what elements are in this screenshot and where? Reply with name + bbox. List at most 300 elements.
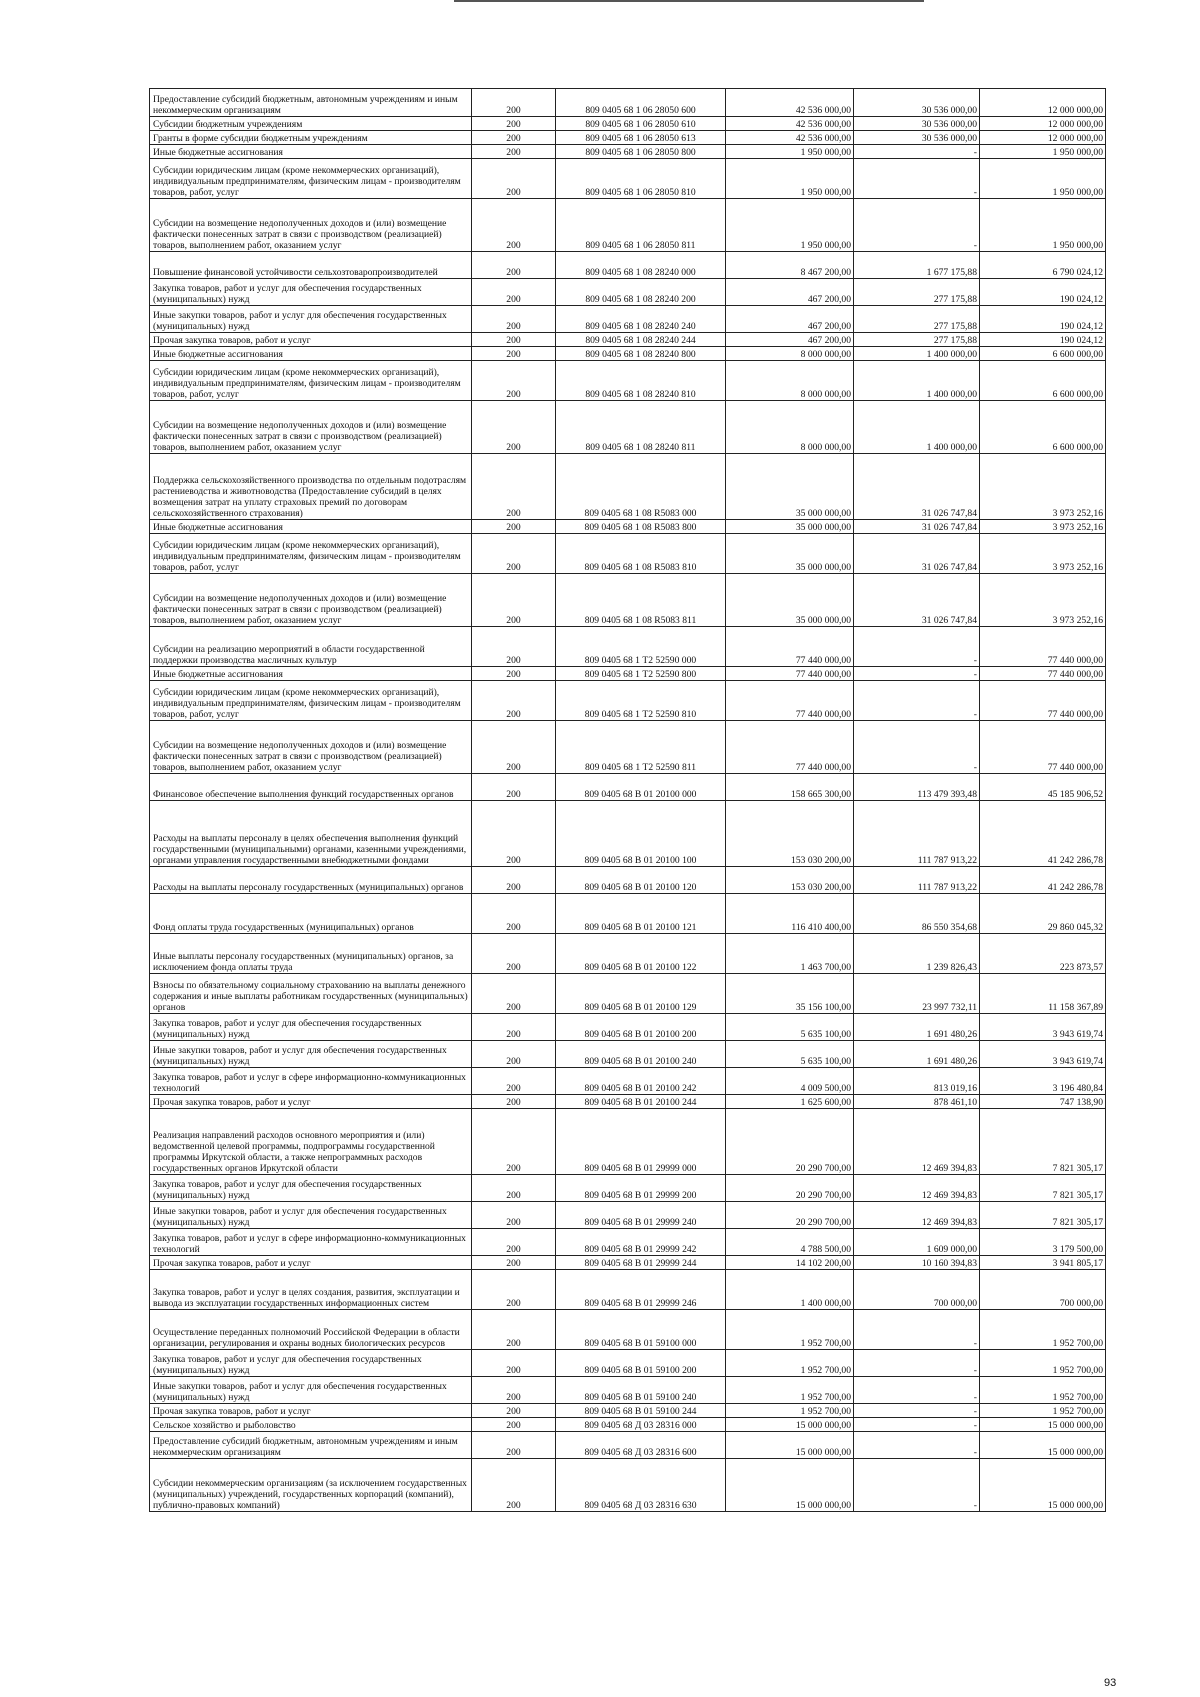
row-approved-cell: 8 000 000,00 <box>726 361 854 401</box>
row-name-cell: Закупка товаров, работ и услуг в сфере информационно-коммуникационных технологий <box>150 1229 472 1256</box>
row-executed-cell: 12 469 394,83 <box>854 1109 980 1175</box>
row-kbk-cell: 809 0405 68 В 01 59100 244 <box>556 1404 726 1418</box>
row-kbk-cell: 809 0405 68 В 01 29999 242 <box>556 1229 726 1256</box>
row-kbk-cell: 809 0405 68 1 Т2 52590 811 <box>556 721 726 774</box>
row-kbk-cell: 809 0405 68 В 01 29999 240 <box>556 1202 726 1229</box>
budget-execution-table <box>149 88 1106 1512</box>
table-row <box>150 974 1106 1014</box>
row-approved-cell: 35 000 000,00 <box>726 454 854 520</box>
row-executed-cell: - <box>854 1432 980 1459</box>
row-kbk-cell: 809 0405 68 1 Т2 52590 800 <box>556 667 726 681</box>
row-executed-cell: 23 997 732,11 <box>854 974 980 1014</box>
row-approved-cell: 15 000 000,00 <box>726 1459 854 1512</box>
row-kbk-cell: 809 0405 68 В 01 59100 000 <box>556 1310 726 1350</box>
row-name-cell: Повышение финансовой устойчивости сельхозтоваропроизводителей <box>150 252 472 279</box>
row-name-cell: Расходы на выплаты персоналу в целях обеспечения выполнения функций государственными (муниципальными) органами, казенными учреждениями, органами управления государственными внебюджетными фондами <box>150 801 472 867</box>
row-kbk-cell: 809 0405 68 В 01 20100 240 <box>556 1041 726 1068</box>
row-executed-cell: 277 175,88 <box>854 279 980 306</box>
row-code-cell: 200 <box>472 627 556 667</box>
row-kbk-cell: 809 0405 68 1 08 R5083 000 <box>556 454 726 520</box>
row-unexecuted-cell: 700 000,00 <box>980 1270 1106 1310</box>
row-unexecuted-cell: 7 821 305,17 <box>980 1175 1106 1202</box>
row-executed-cell: - <box>854 1404 980 1418</box>
row-kbk-cell: 809 0405 68 1 06 28050 613 <box>556 131 726 145</box>
row-executed-cell: - <box>854 1350 980 1377</box>
row-kbk-cell: 809 0405 68 1 08 R5083 810 <box>556 534 726 574</box>
row-approved-cell: 42 536 000,00 <box>726 89 854 117</box>
row-kbk-cell: 809 0405 68 В 01 20100 121 <box>556 894 726 934</box>
row-name-cell: Прочая закупка товаров, работ и услуг <box>150 1095 472 1109</box>
row-name-cell: Субсидии на возмещение недополученных доходов и (или) возмещение фактически понесенных затрат в связи с производством (реализацией) товаров, выполнением работ, оказанием услуг <box>150 574 472 627</box>
row-name-cell: Субсидии некоммерческим организациям (за исключением государственных (муниципальных) учреждений, государственных корпораций (компаний), публично-правовых компаний) <box>150 1459 472 1512</box>
row-kbk-cell: 809 0405 68 В 01 20100 100 <box>556 801 726 867</box>
table-row <box>150 1229 1106 1256</box>
table-row <box>150 721 1106 774</box>
row-code-cell: 200 <box>472 361 556 401</box>
row-approved-cell: 1 950 000,00 <box>726 199 854 252</box>
row-kbk-cell: 809 0405 68 1 08 28240 811 <box>556 401 726 454</box>
row-kbk-cell: 809 0405 68 1 Т2 52590 810 <box>556 681 726 721</box>
row-code-cell: 200 <box>472 1270 556 1310</box>
row-name-cell: Субсидии юридическим лицам (кроме некоммерческих организаций), индивидуальным предпринимателям, физическим лицам - производителям товаров, работ, услуг <box>150 159 472 199</box>
row-name-cell: Поддержка сельскохозяйственного производства по отдельным подотраслям растениеводства и животноводства (Предоставление субсидий в целях возмещения затрат на уплату страховых премий по договорам сельскохозяйственного страхования) <box>150 454 472 520</box>
table-row <box>150 1432 1106 1459</box>
row-executed-cell: - <box>854 681 980 721</box>
top-rule <box>454 0 924 2</box>
row-unexecuted-cell: 77 440 000,00 <box>980 667 1106 681</box>
row-executed-cell: - <box>854 627 980 667</box>
row-name-cell: Прочая закупка товаров, работ и услуг <box>150 1404 472 1418</box>
row-approved-cell: 35 000 000,00 <box>726 520 854 534</box>
row-approved-cell: 20 290 700,00 <box>726 1175 854 1202</box>
row-name-cell: Закупка товаров, работ и услуг в целях создания, развития, эксплуатации и вывода из эксплуатации государственных информационных систем <box>150 1270 472 1310</box>
row-unexecuted-cell: 3 179 500,00 <box>980 1229 1106 1256</box>
row-kbk-cell: 809 0405 68 1 08 28240 244 <box>556 333 726 347</box>
row-name-cell: Закупка товаров, работ и услуг для обеспечения государственных (муниципальных) нужд <box>150 1175 472 1202</box>
row-approved-cell: 77 440 000,00 <box>726 721 854 774</box>
row-approved-cell: 467 200,00 <box>726 279 854 306</box>
table-row <box>150 934 1106 974</box>
row-kbk-cell: 809 0405 68 1 08 28240 800 <box>556 347 726 361</box>
table-row <box>150 1459 1106 1512</box>
row-approved-cell: 1 952 700,00 <box>726 1404 854 1418</box>
row-executed-cell: 31 026 747,84 <box>854 574 980 627</box>
row-name-cell: Фонд оплаты труда государственных (муниципальных) органов <box>150 894 472 934</box>
table-row <box>150 401 1106 454</box>
row-executed-cell: - <box>854 199 980 252</box>
row-executed-cell: 111 787 913,22 <box>854 801 980 867</box>
table-row <box>150 1270 1106 1310</box>
row-unexecuted-cell: 12 000 000,00 <box>980 117 1106 131</box>
row-unexecuted-cell: 77 440 000,00 <box>980 627 1106 667</box>
row-unexecuted-cell: 41 242 286,78 <box>980 801 1106 867</box>
row-name-cell: Прочая закупка товаров, работ и услуг <box>150 1256 472 1270</box>
table-row <box>150 1404 1106 1418</box>
row-name-cell: Субсидии юридическим лицам (кроме некоммерческих организаций), индивидуальным предпринимателям, физическим лицам - производителям товаров, работ, услуг <box>150 534 472 574</box>
row-code-cell: 200 <box>472 306 556 333</box>
row-code-cell: 200 <box>472 1175 556 1202</box>
table-row <box>150 1418 1106 1432</box>
row-approved-cell: 1 400 000,00 <box>726 1270 854 1310</box>
row-name-cell: Субсидии на реализацию мероприятий в области государственной поддержки производства масличных культур <box>150 627 472 667</box>
row-kbk-cell: 809 0405 68 В 01 29999 200 <box>556 1175 726 1202</box>
row-kbk-cell: 809 0405 68 1 06 28050 810 <box>556 159 726 199</box>
row-approved-cell: 5 635 100,00 <box>726 1041 854 1068</box>
row-executed-cell: - <box>854 1418 980 1432</box>
row-kbk-cell: 809 0405 68 В 01 20100 120 <box>556 867 726 894</box>
row-name-cell: Иные выплаты персоналу государственных (муниципальных) органов, за исключением фонда оплаты труда <box>150 934 472 974</box>
row-approved-cell: 8 000 000,00 <box>726 347 854 361</box>
row-kbk-cell: 809 0405 68 1 08 28240 810 <box>556 361 726 401</box>
row-kbk-cell: 809 0405 68 В 01 20100 244 <box>556 1095 726 1109</box>
row-executed-cell: 1 691 480,26 <box>854 1041 980 1068</box>
row-unexecuted-cell: 1 950 000,00 <box>980 159 1106 199</box>
table-row <box>150 1175 1106 1202</box>
page-number: 93 <box>1104 1677 1117 1689</box>
row-unexecuted-cell: 3 973 252,16 <box>980 454 1106 520</box>
row-unexecuted-cell: 15 000 000,00 <box>980 1459 1106 1512</box>
row-approved-cell: 35 156 100,00 <box>726 974 854 1014</box>
row-unexecuted-cell: 3 196 480,84 <box>980 1068 1106 1095</box>
row-name-cell: Гранты в форме субсидии бюджетным учреждениям <box>150 131 472 145</box>
row-code-cell: 200 <box>472 1202 556 1229</box>
row-approved-cell: 467 200,00 <box>726 306 854 333</box>
row-name-cell: Иные закупки товаров, работ и услуг для обеспечения государственных (муниципальных) нужд <box>150 1377 472 1404</box>
row-approved-cell: 158 665 300,00 <box>726 774 854 801</box>
row-code-cell: 200 <box>472 89 556 117</box>
table-row <box>150 1068 1106 1095</box>
table-row <box>150 627 1106 667</box>
row-name-cell: Иные бюджетные ассигнования <box>150 667 472 681</box>
row-unexecuted-cell: 3 943 619,74 <box>980 1041 1106 1068</box>
table-row <box>150 1350 1106 1377</box>
row-name-cell: Субсидии на возмещение недополученных доходов и (или) возмещение фактически понесенных затрат в связи с производством (реализацией) товаров, выполнением работ, оказанием услуг <box>150 401 472 454</box>
row-code-cell: 200 <box>472 1014 556 1041</box>
row-name-cell: Взносы по обязательному социальному страхованию на выплаты денежного содержания и иные выплаты работникам государственных (муниципальных) органов <box>150 974 472 1014</box>
table-row <box>150 145 1106 159</box>
table-row <box>150 867 1106 894</box>
table-row <box>150 667 1106 681</box>
row-executed-cell: 30 536 000,00 <box>854 131 980 145</box>
row-approved-cell: 467 200,00 <box>726 333 854 347</box>
row-unexecuted-cell: 12 000 000,00 <box>980 131 1106 145</box>
row-kbk-cell: 809 0405 68 В 01 20100 129 <box>556 974 726 1014</box>
row-code-cell: 200 <box>472 574 556 627</box>
row-name-cell: Иные закупки товаров, работ и услуг для обеспечения государственных (муниципальных) нужд <box>150 1041 472 1068</box>
row-executed-cell: 1 239 826,43 <box>854 934 980 974</box>
row-approved-cell: 1 952 700,00 <box>726 1310 854 1350</box>
row-kbk-cell: 809 0405 68 В 01 20100 242 <box>556 1068 726 1095</box>
row-approved-cell: 1 950 000,00 <box>726 159 854 199</box>
row-approved-cell: 42 536 000,00 <box>726 117 854 131</box>
table-row <box>150 1377 1106 1404</box>
row-approved-cell: 1 463 700,00 <box>726 934 854 974</box>
row-name-cell: Иные бюджетные ассигнования <box>150 520 472 534</box>
row-unexecuted-cell: 7 821 305,17 <box>980 1109 1106 1175</box>
row-unexecuted-cell: 41 242 286,78 <box>980 867 1106 894</box>
row-executed-cell: 12 469 394,83 <box>854 1202 980 1229</box>
row-kbk-cell: 809 0405 68 1 06 28050 811 <box>556 199 726 252</box>
row-kbk-cell: 809 0405 68 1 08 28240 240 <box>556 306 726 333</box>
row-approved-cell: 1 952 700,00 <box>726 1377 854 1404</box>
row-kbk-cell: 809 0405 68 В 01 20100 122 <box>556 934 726 974</box>
row-code-cell: 200 <box>472 1256 556 1270</box>
row-unexecuted-cell: 6 600 000,00 <box>980 347 1106 361</box>
row-code-cell: 200 <box>472 801 556 867</box>
row-approved-cell: 15 000 000,00 <box>726 1432 854 1459</box>
row-code-cell: 200 <box>472 347 556 361</box>
row-kbk-cell: 809 0405 68 1 06 28050 610 <box>556 117 726 131</box>
row-approved-cell: 77 440 000,00 <box>726 681 854 721</box>
row-name-cell: Закупка товаров, работ и услуг в сфере информационно-коммуникационных технологий <box>150 1068 472 1095</box>
row-unexecuted-cell: 1 952 700,00 <box>980 1310 1106 1350</box>
row-unexecuted-cell: 7 821 305,17 <box>980 1202 1106 1229</box>
table-row <box>150 1202 1106 1229</box>
row-code-cell: 200 <box>472 681 556 721</box>
row-executed-cell: 277 175,88 <box>854 333 980 347</box>
row-name-cell: Предоставление субсидий бюджетным, автономным учреждениям и иным некоммерческим организациям <box>150 1432 472 1459</box>
row-unexecuted-cell: 3 973 252,16 <box>980 520 1106 534</box>
row-kbk-cell: 809 0405 68 В 01 59100 240 <box>556 1377 726 1404</box>
row-name-cell: Расходы на выплаты персоналу государственных (муниципальных) органов <box>150 867 472 894</box>
row-executed-cell: - <box>854 667 980 681</box>
table-row <box>150 1310 1106 1350</box>
row-code-cell: 200 <box>472 1418 556 1432</box>
row-code-cell: 200 <box>472 974 556 1014</box>
row-unexecuted-cell: 3 943 619,74 <box>980 1014 1106 1041</box>
table-row <box>150 361 1106 401</box>
row-kbk-cell: 809 0405 68 1 08 R5083 800 <box>556 520 726 534</box>
row-code-cell: 200 <box>472 774 556 801</box>
table-row <box>150 1095 1106 1109</box>
row-approved-cell: 77 440 000,00 <box>726 627 854 667</box>
table-row <box>150 574 1106 627</box>
row-unexecuted-cell: 6 790 024,12 <box>980 252 1106 279</box>
row-code-cell: 200 <box>472 534 556 574</box>
row-kbk-cell: 809 0405 68 В 01 59100 200 <box>556 1350 726 1377</box>
row-unexecuted-cell: 6 600 000,00 <box>980 401 1106 454</box>
row-executed-cell: 878 461,10 <box>854 1095 980 1109</box>
row-unexecuted-cell: 747 138,90 <box>980 1095 1106 1109</box>
row-name-cell: Иные бюджетные ассигнования <box>150 145 472 159</box>
row-name-cell: Финансовое обеспечение выполнения функций государственных органов <box>150 774 472 801</box>
table-row <box>150 520 1106 534</box>
row-code-cell: 200 <box>472 667 556 681</box>
row-code-cell: 200 <box>472 454 556 520</box>
row-executed-cell: 12 469 394,83 <box>854 1175 980 1202</box>
row-code-cell: 200 <box>472 159 556 199</box>
row-executed-cell: - <box>854 1459 980 1512</box>
row-approved-cell: 8 000 000,00 <box>726 401 854 454</box>
row-executed-cell: - <box>854 721 980 774</box>
table-row <box>150 117 1106 131</box>
row-name-cell: Иные бюджетные ассигнования <box>150 347 472 361</box>
table-row <box>150 333 1106 347</box>
row-approved-cell: 1 950 000,00 <box>726 145 854 159</box>
row-unexecuted-cell: 12 000 000,00 <box>980 89 1106 117</box>
row-executed-cell: 1 691 480,26 <box>854 1014 980 1041</box>
row-code-cell: 200 <box>472 1229 556 1256</box>
row-code-cell: 200 <box>472 1041 556 1068</box>
row-approved-cell: 77 440 000,00 <box>726 667 854 681</box>
table-row <box>150 199 1106 252</box>
table-row <box>150 1041 1106 1068</box>
table-row <box>150 801 1106 867</box>
row-executed-cell: 1 400 000,00 <box>854 361 980 401</box>
row-unexecuted-cell: 45 185 906,52 <box>980 774 1106 801</box>
row-name-cell: Субсидии бюджетным учреждениям <box>150 117 472 131</box>
table-row <box>150 1109 1106 1175</box>
row-unexecuted-cell: 3 973 252,16 <box>980 534 1106 574</box>
row-code-cell: 200 <box>472 1109 556 1175</box>
row-unexecuted-cell: 11 158 367,89 <box>980 974 1106 1014</box>
row-name-cell: Иные закупки товаров, работ и услуг для обеспечения государственных (муниципальных) нужд <box>150 1202 472 1229</box>
table-row <box>150 279 1106 306</box>
row-name-cell: Субсидии юридическим лицам (кроме некоммерческих организаций), индивидуальным предпринимателям, физическим лицам - производителям товаров, работ, услуг <box>150 681 472 721</box>
row-approved-cell: 116 410 400,00 <box>726 894 854 934</box>
row-kbk-cell: 809 0405 68 1 08 R5083 811 <box>556 574 726 627</box>
row-approved-cell: 1 625 600,00 <box>726 1095 854 1109</box>
row-executed-cell: 113 479 393,48 <box>854 774 980 801</box>
table-row <box>150 1014 1106 1041</box>
row-unexecuted-cell: 1 950 000,00 <box>980 199 1106 252</box>
row-code-cell: 200 <box>472 867 556 894</box>
table-row <box>150 159 1106 199</box>
row-name-cell: Предоставление субсидий бюджетным, автономным учреждениям и иным некоммерческим организациям <box>150 89 472 117</box>
row-executed-cell: - <box>854 1377 980 1404</box>
row-approved-cell: 1 952 700,00 <box>726 1350 854 1377</box>
row-unexecuted-cell: 3 941 805,17 <box>980 1256 1106 1270</box>
row-code-cell: 200 <box>472 894 556 934</box>
table-body <box>150 89 1106 1512</box>
row-code-cell: 200 <box>472 1068 556 1095</box>
table-row <box>150 347 1106 361</box>
row-executed-cell: 31 026 747,84 <box>854 454 980 520</box>
row-executed-cell: - <box>854 159 980 199</box>
row-approved-cell: 5 635 100,00 <box>726 1014 854 1041</box>
row-executed-cell: 10 160 394,83 <box>854 1256 980 1270</box>
row-unexecuted-cell: 77 440 000,00 <box>980 721 1106 774</box>
row-unexecuted-cell: 29 860 045,32 <box>980 894 1106 934</box>
row-name-cell: Прочая закупка товаров, работ и услуг <box>150 333 472 347</box>
row-kbk-cell: 809 0405 68 1 06 28050 600 <box>556 89 726 117</box>
row-kbk-cell: 809 0405 68 Д 03 28316 630 <box>556 1459 726 1512</box>
table-row <box>150 252 1106 279</box>
row-unexecuted-cell: 6 600 000,00 <box>980 361 1106 401</box>
row-unexecuted-cell: 1 952 700,00 <box>980 1377 1106 1404</box>
row-executed-cell: 813 019,16 <box>854 1068 980 1095</box>
row-executed-cell: 111 787 913,22 <box>854 867 980 894</box>
row-name-cell: Сельское хозяйство и рыболовство <box>150 1418 472 1432</box>
row-kbk-cell: 809 0405 68 Д 03 28316 600 <box>556 1432 726 1459</box>
row-approved-cell: 14 102 200,00 <box>726 1256 854 1270</box>
row-code-cell: 200 <box>472 145 556 159</box>
row-name-cell: Закупка товаров, работ и услуг для обеспечения государственных (муниципальных) нужд <box>150 1350 472 1377</box>
row-executed-cell: 31 026 747,84 <box>854 520 980 534</box>
row-code-cell: 200 <box>472 1377 556 1404</box>
table-row <box>150 774 1106 801</box>
row-executed-cell: 1 400 000,00 <box>854 347 980 361</box>
row-kbk-cell: 809 0405 68 1 08 28240 000 <box>556 252 726 279</box>
row-executed-cell: 1 609 000,00 <box>854 1229 980 1256</box>
row-kbk-cell: 809 0405 68 Д 03 28316 000 <box>556 1418 726 1432</box>
table-row <box>150 681 1106 721</box>
row-name-cell: Осуществление переданных полномочий Российской Федерации в области организации, регулирования и охраны водных биологических ресурсов <box>150 1310 472 1350</box>
row-code-cell: 200 <box>472 721 556 774</box>
row-unexecuted-cell: 1 952 700,00 <box>980 1350 1106 1377</box>
table-row <box>150 894 1106 934</box>
row-approved-cell: 20 290 700,00 <box>726 1109 854 1175</box>
row-code-cell: 200 <box>472 1310 556 1350</box>
row-code-cell: 200 <box>472 1095 556 1109</box>
row-approved-cell: 35 000 000,00 <box>726 574 854 627</box>
row-kbk-cell: 809 0405 68 В 01 20100 000 <box>556 774 726 801</box>
row-code-cell: 200 <box>472 1432 556 1459</box>
row-unexecuted-cell: 190 024,12 <box>980 333 1106 347</box>
row-kbk-cell: 809 0405 68 В 01 20100 200 <box>556 1014 726 1041</box>
row-approved-cell: 4 788 500,00 <box>726 1229 854 1256</box>
row-name-cell: Субсидии на возмещение недополученных доходов и (или) возмещение фактически понесенных затрат в связи с производством (реализацией) товаров, выполнением работ, оказанием услуг <box>150 721 472 774</box>
table-row <box>150 534 1106 574</box>
row-code-cell: 200 <box>472 333 556 347</box>
row-code-cell: 200 <box>472 401 556 454</box>
row-name-cell: Субсидии на возмещение недополученных доходов и (или) возмещение фактически понесенных затрат в связи с производством (реализацией) товаров, выполнением работ, оказанием услуг <box>150 199 472 252</box>
row-unexecuted-cell: 1 950 000,00 <box>980 145 1106 159</box>
row-executed-cell: 700 000,00 <box>854 1270 980 1310</box>
row-approved-cell: 35 000 000,00 <box>726 534 854 574</box>
row-kbk-cell: 809 0405 68 1 06 28050 800 <box>556 145 726 159</box>
table-row <box>150 131 1106 145</box>
row-code-cell: 200 <box>472 252 556 279</box>
row-executed-cell: 277 175,88 <box>854 306 980 333</box>
row-name-cell: Закупка товаров, работ и услуг для обеспечения государственных (муниципальных) нужд <box>150 1014 472 1041</box>
row-approved-cell: 153 030 200,00 <box>726 801 854 867</box>
row-code-cell: 200 <box>472 199 556 252</box>
row-approved-cell: 15 000 000,00 <box>726 1418 854 1432</box>
row-approved-cell: 153 030 200,00 <box>726 867 854 894</box>
row-kbk-cell: 809 0405 68 1 Т2 52590 000 <box>556 627 726 667</box>
row-kbk-cell: 809 0405 68 В 01 29999 246 <box>556 1270 726 1310</box>
row-executed-cell: 30 536 000,00 <box>854 89 980 117</box>
row-unexecuted-cell: 15 000 000,00 <box>980 1418 1106 1432</box>
row-name-cell: Закупка товаров, работ и услуг для обеспечения государственных (муниципальных) нужд <box>150 279 472 306</box>
row-executed-cell: 86 550 354,68 <box>854 894 980 934</box>
row-code-cell: 200 <box>472 1459 556 1512</box>
row-unexecuted-cell: 1 952 700,00 <box>980 1404 1106 1418</box>
row-executed-cell: 1 677 175,88 <box>854 252 980 279</box>
row-unexecuted-cell: 190 024,12 <box>980 279 1106 306</box>
row-code-cell: 200 <box>472 934 556 974</box>
row-kbk-cell: 809 0405 68 В 01 29999 000 <box>556 1109 726 1175</box>
row-executed-cell: - <box>854 145 980 159</box>
row-code-cell: 200 <box>472 520 556 534</box>
table-row <box>150 306 1106 333</box>
row-code-cell: 200 <box>472 1404 556 1418</box>
row-executed-cell: 31 026 747,84 <box>854 534 980 574</box>
row-unexecuted-cell: 3 973 252,16 <box>980 574 1106 627</box>
row-approved-cell: 42 536 000,00 <box>726 131 854 145</box>
row-unexecuted-cell: 15 000 000,00 <box>980 1432 1106 1459</box>
row-unexecuted-cell: 223 873,57 <box>980 934 1106 974</box>
row-kbk-cell: 809 0405 68 В 01 29999 244 <box>556 1256 726 1270</box>
row-executed-cell: 30 536 000,00 <box>854 117 980 131</box>
row-code-cell: 200 <box>472 279 556 306</box>
row-code-cell: 200 <box>472 131 556 145</box>
row-code-cell: 200 <box>472 1350 556 1377</box>
row-name-cell: Субсидии юридическим лицам (кроме некоммерческих организаций), индивидуальным предпринимателям, физическим лицам - производителям товаров, работ, услуг <box>150 361 472 401</box>
row-unexecuted-cell: 190 024,12 <box>980 306 1106 333</box>
row-executed-cell: - <box>854 1310 980 1350</box>
